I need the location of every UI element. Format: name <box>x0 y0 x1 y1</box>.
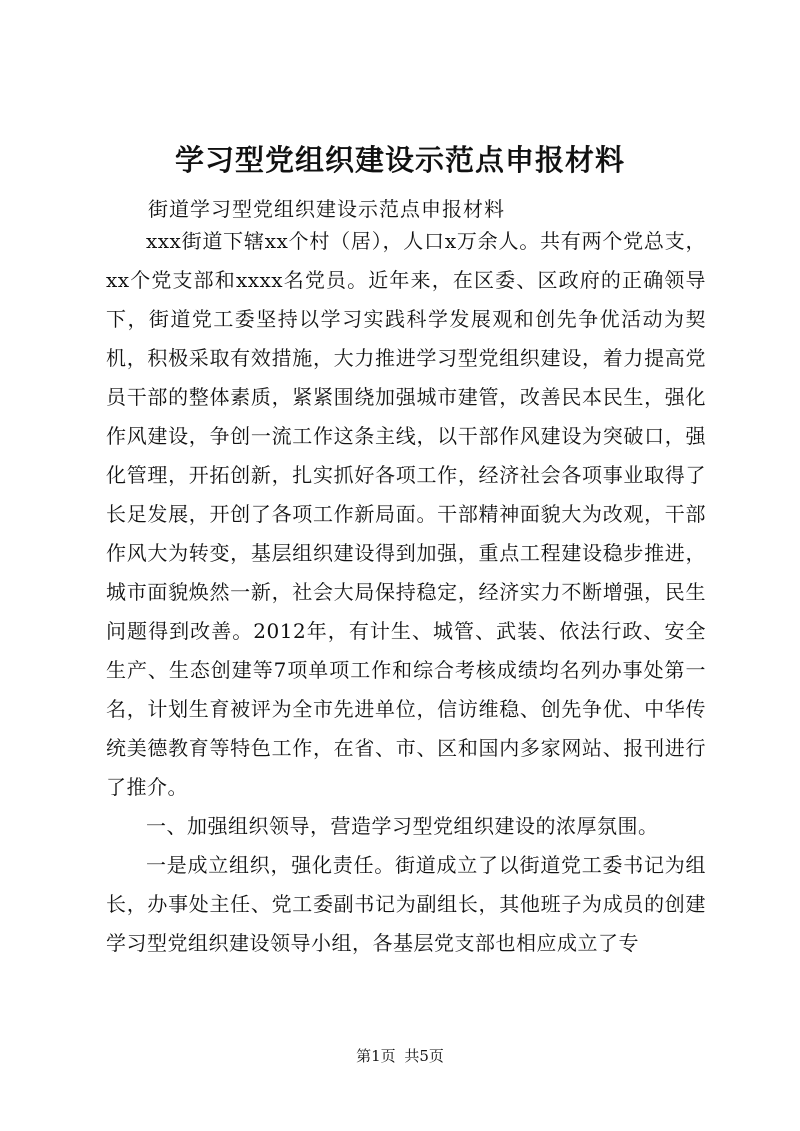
body-paragraph: 一是成立组织，强化责任。街道成立了以街道党工委书记为组长，办事处主任、党工委副书记为副组长，其他班子为成员的创建学习型党组织建设领导小组，各基层党支部也相应成立了专 <box>106 853 706 955</box>
document-subtitle: 街道学习型党组织建设示范点申报材料 <box>148 197 505 221</box>
body-paragraph: 一、加强组织领导，营造学习型党组织建设的浓厚氛围。 <box>146 814 659 838</box>
page-number: 第1页 <box>356 1047 396 1065</box>
document-body <box>106 222 706 963</box>
page-footer <box>0 1045 800 1066</box>
document-title: 学习型党组织建设示范点申报材料 <box>174 143 625 177</box>
body-paragraph: xxx街道下辖xx个村（居），人口x万余人。共有两个党总支，xx个党支部和xxxx名党员。近年来，在区委、区政府的正确领导下，街道党工委坚持以学习实践科学发展观和创先争优活动为契机，积极采取有效措施，大力推进学习型党组织建设，着力提高党员干部的整体素质，紧紧围绕加强城市建管，改善民本民生，强化作风建设，争创一流工作这条主线，以干部作风建设为突破口，强化管理，开拓创新，扎实抓好各项工作，经济社会各项事业取得了长足发展，开创了各项工作新局面。干部精神面貌大为改观，干部作风大为转变，基层组织建设得到加强，重点工程建设稳步推进，城市面貌焕然一新，社会大局保持稳定，经济实力不断增强，民生问题得到改善。2012年，有计生、城管、武装、依法行政、安全生产、生态创建等7项单项工作和综合考核成绩均名列办事处第一名，计划生育被评为全市先进单位，信访维稳、创先争优、中华传统美德教育等特色工作，在省、市、区和国内多家网站、报刊进行了推介。 <box>106 229 706 799</box>
page-total: 共5页 <box>404 1047 444 1065</box>
